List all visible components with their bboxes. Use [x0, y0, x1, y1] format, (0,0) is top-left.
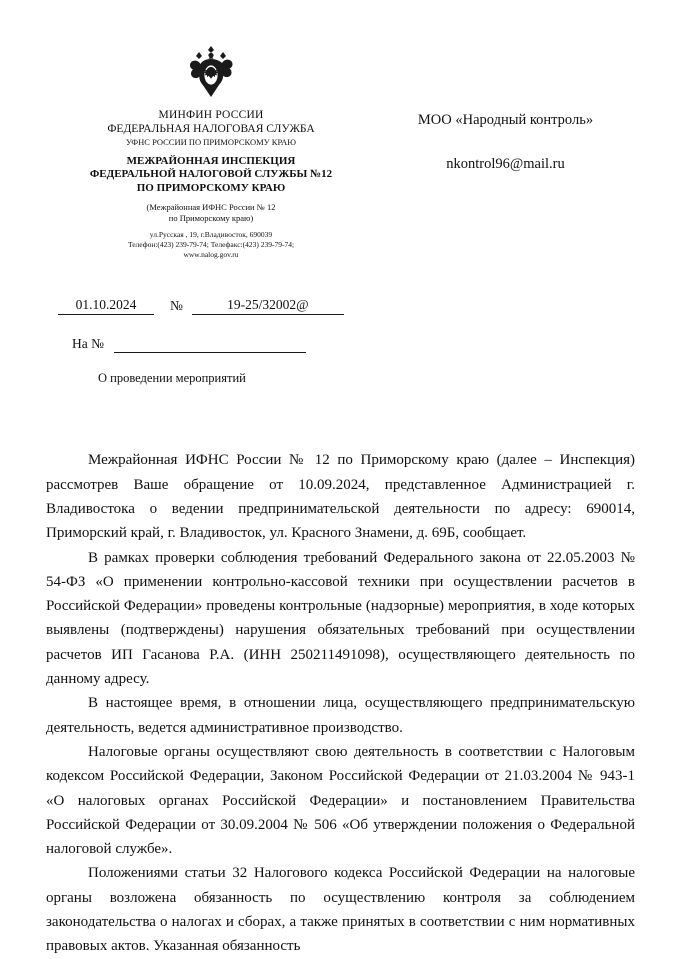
inspection-name-line2: ФЕДЕРАЛЬНОЙ НАЛОГОВОЙ СЛУЖБЫ №12	[89, 168, 333, 181]
incoming-number-value	[114, 338, 306, 353]
document-subject: О проведении мероприятий	[98, 371, 246, 386]
document-number-label: №	[170, 298, 183, 314]
ministry-name: МИНФИН РОССИИ	[158, 109, 264, 121]
addressee-email: nkontrol96@mail.ru	[446, 156, 565, 173]
letterhead-phones: Телефон:(423) 239-79-74; Телефакс:(423) 239-79-74;	[127, 239, 295, 249]
inspection-name-line3: ПО ПРИМОРСКОМУ КРАЮ	[136, 182, 286, 195]
body-paragraph: Межрайонная ИФНС России № 12 по Приморскому краю (далее – Инспекция) рассмотрев Ваше обращение от 10.09.2024, представленное Администрацией г. Владивостока о ведении предпринимательской деятельности по адресу: 690014, Приморский край, г. Владивосток, ул. Красного Знамени, д. 69Б, сообщает.	[46, 452, 635, 542]
letterhead	[46, 0, 635, 259]
incoming-number-label: На №	[72, 336, 104, 352]
inspection-name-line1: МЕЖРАЙОННАЯ ИНСПЕКЦИЯ	[126, 154, 296, 167]
addressee-block	[376, 44, 635, 173]
addressee-name: МОО «Народный контроль»	[417, 112, 594, 128]
reference-row-outgoing	[58, 293, 635, 315]
service-name: ФЕДЕРАЛЬНАЯ НАЛОГОВАЯ СЛУЖБА	[107, 123, 315, 136]
document-date: 01.10.2024	[58, 297, 154, 315]
directorate-name: УФНС РОССИИ ПО ПРИМОРСКОМУ КРАЮ	[126, 137, 296, 148]
letterhead-left	[46, 44, 376, 259]
letterhead-address: ул.Русская , 19, г.Владивосток, 690039	[149, 230, 273, 240]
body-paragraph: В настоящее время, в отношении лица, осуществляющего предпринимательскую деятельность, ведется административное производство.	[46, 695, 635, 736]
reference-block	[46, 293, 635, 386]
body-paragraph: Положениями статьи 32 Налогового кодекса Российской Федерации на налоговые органы возложена обязанность по осуществлению контроля за соблюдением законодательства о налогах и сборах, а также принятых в соответствии с ним нормативных правовых актов. Указанная обязанность	[46, 865, 635, 955]
russian-coat-of-arms-icon	[185, 44, 237, 102]
letterhead-website: www.nalog.gov.ru	[183, 249, 239, 259]
body-paragraph: В рамках проверки соблюдения требований Федерального закона от 22.05.2003 № 54-ФЗ «О применении контрольно-кассовой техники при осуществлении расчетов в Российской Федерации» проведены контрольные (надзорные) мероприятия, в ходе которых выявлены (подтверждены) нарушения обязательных требований при осуществлении расчетов ИП Гасанова Р.А. (ИНН 250211491098), осуществляющего деятельность по данному адресу.	[46, 549, 635, 688]
inspection-short-name-line2: по Приморскому краю)	[168, 212, 254, 223]
inspection-short-name-line1: (Межрайонная ИФНС России № 12	[146, 201, 276, 212]
body-paragraph: Налоговые органы осуществляют свою деятельность в соответствии с Налоговым кодексом Российской Федерации, Законом Российской Федерации от 21.03.2004 № 943-1 «О налоговых органах Российской Федерации» и постановлением Правительства Российской Федерации от 30.09.2004 № 506 «Об утверждении положения о Федеральной налоговой службе».	[46, 743, 635, 858]
reference-row-incoming	[58, 329, 635, 353]
document-number: 19-25/32002@	[192, 297, 344, 315]
document-body	[46, 448, 635, 958]
